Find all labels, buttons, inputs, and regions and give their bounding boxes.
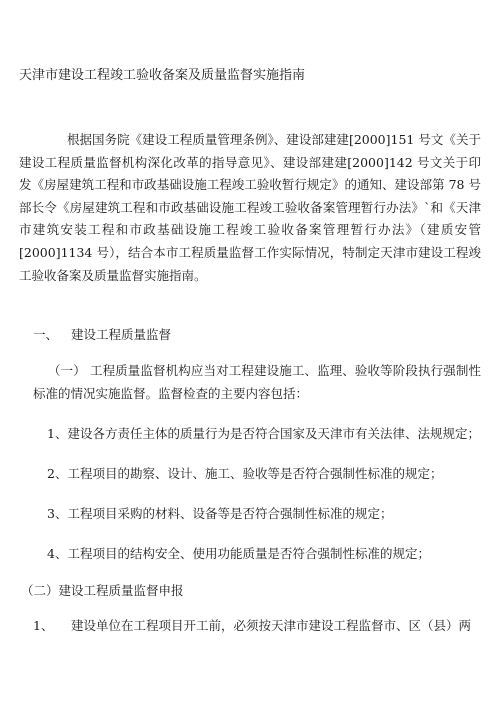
list-item: 2、工程项目的勘察、设计、施工、验收等是否符合强制性标准的规定； [47, 466, 443, 481]
list-item: 3、工程项目采购的材料、设备等是否符合强制性标准的规定； [47, 506, 393, 521]
section-1-heading [33, 327, 171, 343]
list-item: 1、建设各方责任主体的质量行为是否符合国家及天津市有关法律、法规规定； [47, 426, 480, 441]
subsection-2-heading: （二）建设工程质量监督申报 [21, 583, 184, 598]
subsection-1-paragraph: （一） 工程质量监督机构应当对工程建设施工、监理、验收等阶段执行强制性标准的情况实施监督。监督检查的主要内容包括： [33, 363, 481, 401]
list-item [33, 618, 471, 634]
section-1-number: 一、 [33, 327, 59, 342]
intro-paragraph: 根据国务院《建设工程质量管理条例》、建设部建建[2000]151 号文《关于建设工程质量监督机构深化改革的指导意见》、建设部建建[2000]142 号文关于印发《房屋建筑工程和市政基础设施工程竣工验收暂行规定》的通知、建设部第 78 号部长令《房屋建筑工程和市政基础设施工程竣工验收备案管理暂行办法》`和《天津市建筑安装工程和市政基础设施工程竣工验收备案管理暂行办法》（建质安管[2000]1134 号），结合本市工程质量监督工作实际情况，特制定天津市建设工程竣工验收备案及质量监督实施指南。 [19, 132, 481, 283]
list-item: 4、工程项目的结构安全、使用功能质量是否符合强制性标准的规定； [47, 546, 430, 561]
list-item-number: 1、 [33, 618, 54, 633]
section-1-heading-text: 建设工程质量监督 [71, 327, 172, 342]
list-item-text: 建设单位在工程项目开工前，必须按天津市建设工程监督市、区（县）两 [71, 618, 472, 633]
document-title: 天津市建设工程竣工验收备案及质量监督实施指南 [19, 68, 306, 83]
